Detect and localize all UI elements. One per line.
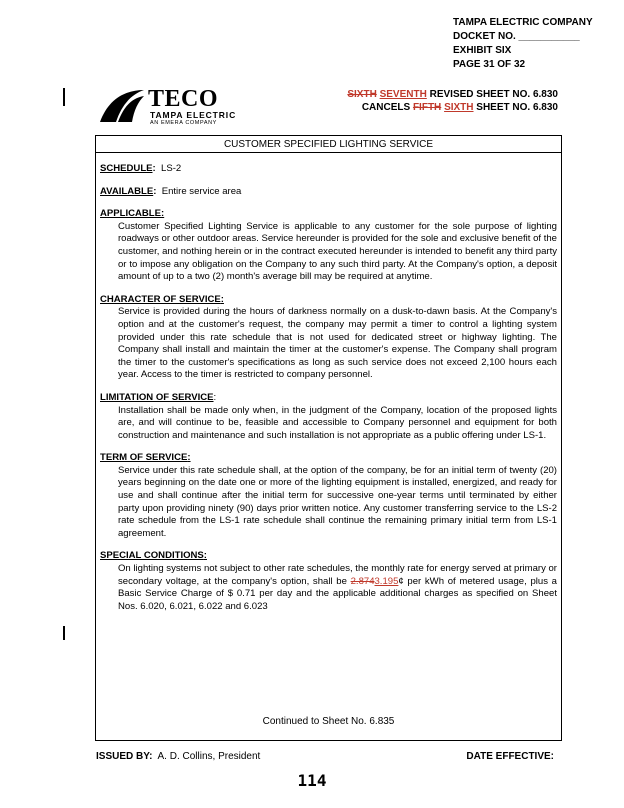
docket-number: DOCKET NO. ___________ xyxy=(453,31,580,42)
revised-sheet-line xyxy=(347,88,558,101)
page-number: 114 xyxy=(297,771,327,790)
tariff-sheet-frame xyxy=(95,135,562,741)
issued-label: ISSUED BY: xyxy=(96,751,153,762)
available-value: Entire service area xyxy=(161,185,242,197)
character-label: CHARACTER OF SERVICE xyxy=(100,293,221,305)
date-effective: DATE EFFECTIVE: xyxy=(466,751,554,762)
logo-subtitle: TAMPA ELECTRIC xyxy=(150,110,237,120)
applicable-text: Customer Specified Lighting Service is applicable to any customer for the sole purpose of lighting roadways or other outdoor areas. Service hereunder is provided for the sole and exclusive benefit of the customer, and nothing herein or in the contract executed hereunder is intended to benefit any third party or to impose any obligation on the Company to any such third party. At the Company's option, a deposit amount of up to a two (2) month's average bill may be required at anytime. xyxy=(118,220,557,283)
revised-struck-text: SIXTH xyxy=(347,89,377,100)
limitation-text: Installation shall be made only when, in the judgment of the Company, location of the proposed lights are, and will continue to be, feasible and accessible to Company personnel and equipment for both construction and maintenance and such installation is not appropriate as a public offering under LS-1. xyxy=(118,404,557,441)
rate-struck: 2.874 xyxy=(350,575,375,587)
term-label: TERM OF SERVICE xyxy=(100,452,188,464)
logo-wordmark: TECO xyxy=(148,86,219,112)
issued-by xyxy=(96,751,260,762)
continued-note: Continued to Sheet No. 6.835 xyxy=(262,716,395,727)
available-label: AVAILABLE xyxy=(100,185,154,197)
cancels-sheet-line xyxy=(347,101,558,114)
available-line: AVAILABLE: Entire service area xyxy=(100,185,242,197)
docket-header xyxy=(453,16,593,72)
special-text-a: On lighting systems not subject to other rate schedules, the monthly rate for energy served at primary or secondary voltage, at the company's option, shall be xyxy=(118,563,557,587)
special-text-b: ¢ per kWh of metered usage, plus a Basic Service Charge of $ 0.71 per day and the applicable additional charges as specified on Sheet Nos. 6.020, 6.021, 6.022 and 6.023 xyxy=(118,575,557,612)
revision-bar-lower xyxy=(63,626,65,640)
teco-logo xyxy=(98,84,258,132)
company-name: TAMPA ELECTRIC COMPANY xyxy=(453,17,593,28)
cancels-inserted-text: SIXTH xyxy=(444,102,474,113)
character-heading: CHARACTER OF SERVICE: xyxy=(100,293,224,305)
page-label: PAGE 31 OF 32 xyxy=(453,59,526,70)
schedule-label: SCHEDULE xyxy=(100,163,153,174)
cancels-prefix: CANCELS xyxy=(361,102,413,113)
special-text xyxy=(100,563,557,613)
applicable-heading: APPLICABLE: xyxy=(100,208,165,220)
exhibit-label: EXHIBIT SIX xyxy=(453,45,512,56)
special-label: SPECIAL CONDITIONS xyxy=(100,550,204,562)
sheet-title: CUSTOMER SPECIFIED LIGHTING SERVICE xyxy=(223,139,434,150)
revision-bar xyxy=(63,88,65,106)
cancels-struck-text: FIFTH xyxy=(412,102,442,113)
rate-inserted: 3.195 xyxy=(374,575,399,587)
cancels-suffix: SHEET NO. 6.830 xyxy=(473,102,558,113)
title-divider xyxy=(96,152,561,153)
teco-swoosh-icon xyxy=(98,84,146,124)
applicable-label: APPLICABLE xyxy=(100,208,161,220)
logo-tagline: AN EMERA COMPANY xyxy=(150,120,217,126)
character-text: Service is provided during the hours of darkness normally on a dusk-to-dawn basis. At the Company's option and at the customer's request, the company may permit a timer to control a lighting system provided under this rate schedule that is not used for dedicated street or highway lighting. The Company shall install and maintain the timer at the customer's expense. The Company shall program the timer to the customer's specifications as long as such service does not exceed 2,100 hours each year. Access to the timer is restricted to company personnel. xyxy=(118,306,557,381)
term-heading: TERM OF SERVICE: xyxy=(100,452,191,464)
sheet-info xyxy=(347,88,558,114)
term-text: Service under this rate schedule shall, at the option of the company, be for an initial term of twenty (20) years beginning on the date one or more of the lighting equipment is installed, energized, and ready for use and shall continue after the initial term for successive one-year terms until terminated by either party upon providing ninety (90) days prior written notice. Any customer transferring service to the LS-2 rate schedule from the LS-1 rate schedule shall continue the remaining primary initial term from LS-1 agreement. xyxy=(118,464,557,539)
revised-suffix: REVISED SHEET NO. 6.830 xyxy=(426,89,558,100)
limitation-label: LIMITATION OF SERVICE xyxy=(100,391,214,403)
schedule-line: SCHEDULE: LS-2 xyxy=(100,163,182,174)
revised-inserted-text: SEVENTH xyxy=(379,89,427,100)
special-heading: SPECIAL CONDITIONS: xyxy=(100,550,207,562)
limitation-heading: LIMITATION OF SERVICE: xyxy=(100,391,217,403)
tariff-content xyxy=(100,163,557,613)
issued-value: A. D. Collins, President xyxy=(157,751,261,762)
schedule-value: LS-2 xyxy=(161,163,182,174)
